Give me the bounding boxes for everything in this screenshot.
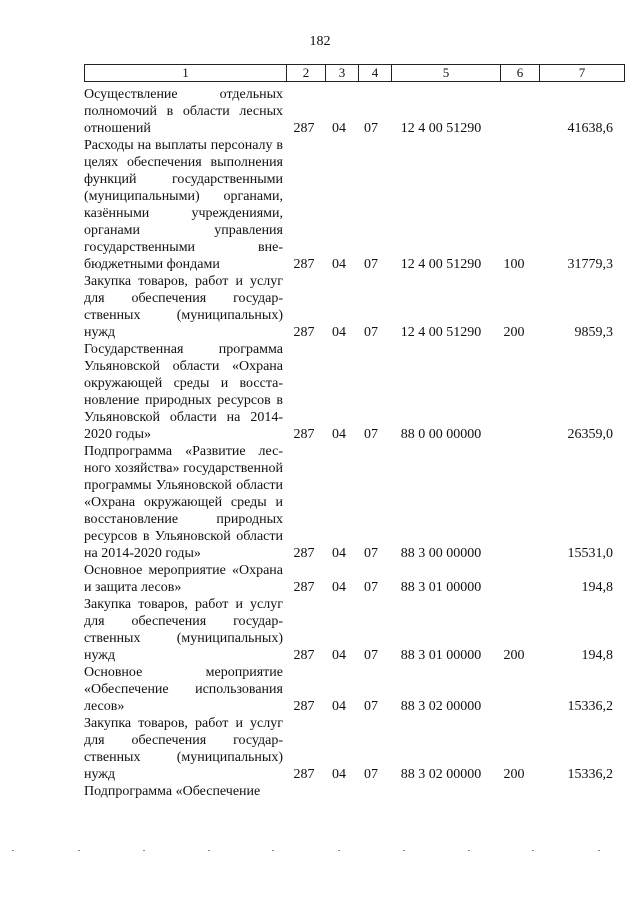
row-col-6: 200: [503, 767, 525, 782]
row-col-2: 287: [293, 121, 315, 136]
row-col-4: 07: [364, 767, 378, 782]
row-col-3: 04: [332, 325, 346, 340]
row-col-5: 88 3 02 00000: [400, 699, 482, 714]
row-col-3: 04: [332, 546, 346, 561]
row-col-4: 07: [364, 427, 378, 442]
column-header-6: 6: [501, 65, 540, 82]
row-col-2: 287: [293, 580, 315, 595]
scan-mark: [78, 850, 80, 851]
row-col-4: 07: [364, 546, 378, 561]
table-row: [84, 596, 624, 664]
row-col-7: 194,8: [581, 580, 613, 595]
column-header-4: 4: [359, 65, 392, 82]
row-col-4: 07: [364, 580, 378, 595]
table-row: [84, 137, 624, 273]
table-row: [84, 341, 624, 443]
row-col-6: 200: [503, 325, 525, 340]
row-name: Основное мероприятие «Обеспечение использования лесов»: [84, 665, 283, 714]
row-name: Закупка товаров, работ и услуг для обеспечения государственных (муниципальных) нужд: [84, 716, 283, 782]
table-row: [84, 273, 624, 341]
row-name: Закупка товаров, работ и услуг для обеспечения государственных (муниципальных) нужд: [84, 597, 283, 663]
scan-mark: [468, 850, 470, 851]
column-header-1: 1: [85, 65, 287, 82]
row-col-7: 15531,0: [567, 546, 613, 561]
row-col-3: 04: [332, 699, 346, 714]
row-col-4: 07: [364, 325, 378, 340]
column-header-table: [84, 64, 625, 82]
row-name: Государственная программа Ульяновской области «Охрана окружающей среды и восстановление природных ресурсов в Ульяновской области на 2014-2020 годы»: [84, 342, 283, 442]
row-col-5: 12 4 00 51290: [400, 121, 482, 136]
scan-mark: [598, 850, 600, 851]
row-col-7: 26359,0: [567, 427, 613, 442]
scan-mark: [12, 850, 14, 851]
row-col-4: 07: [364, 121, 378, 136]
column-header-3: 3: [326, 65, 359, 82]
row-name: Подпрограмма «Развитие лесного хозяйства» государственной программы Ульяновской области «Охрана окружающей среды и восстановление природных ресурсов в Ульяновской области на 2014-2020 годы»: [84, 444, 283, 561]
column-header-5: 5: [392, 65, 501, 82]
table-row: [84, 443, 624, 562]
row-col-2: 287: [293, 546, 315, 561]
row-col-7: 15336,2: [567, 699, 613, 714]
row-col-4: 07: [364, 648, 378, 663]
row-col-7: 194,8: [581, 648, 613, 663]
row-col-6: 100: [503, 257, 525, 272]
column-header-7: 7: [540, 65, 625, 82]
row-col-5: 88 3 01 00000: [400, 648, 482, 663]
row-col-6: 200: [503, 648, 525, 663]
row-col-2: 287: [293, 257, 315, 272]
row-col-5: 12 4 00 51290: [400, 257, 482, 272]
column-header-2: 2: [287, 65, 326, 82]
row-col-3: 04: [332, 767, 346, 782]
row-col-3: 04: [332, 121, 346, 136]
table-row: [84, 783, 624, 800]
row-col-2: 287: [293, 767, 315, 782]
row-col-3: 04: [332, 580, 346, 595]
row-col-7: 15336,2: [567, 767, 613, 782]
row-col-7: 31779,3: [567, 257, 613, 272]
scan-mark: [143, 850, 145, 851]
table-row: [84, 86, 624, 137]
scan-mark: [403, 850, 405, 851]
budget-table-body: [84, 86, 624, 800]
row-col-2: 287: [293, 325, 315, 340]
row-col-3: 04: [332, 648, 346, 663]
row-col-2: 287: [293, 648, 315, 663]
row-name: Основное мероприятие «Охрана и защита лесов»: [84, 563, 283, 595]
row-col-5: 12 4 00 51290: [400, 325, 482, 340]
row-col-5: 88 3 00 00000: [400, 546, 482, 561]
row-name: Закупка товаров, работ и услуг для обеспечения государственных (муниципальных) нужд: [84, 274, 283, 340]
row-name: Расходы на выплаты персоналу в целях обеспечения выполнения функций государственными (муниципальными) органами, казёнными учреждениями, органами управления государственными внебюджетными фондами: [84, 138, 283, 272]
row-col-5: 88 3 01 00000: [400, 580, 482, 595]
row-name: Осуществление отдельных полномочий в области лесных отношений: [84, 87, 283, 136]
row-col-3: 04: [332, 427, 346, 442]
row-col-5: 88 3 02 00000: [400, 767, 482, 782]
scan-mark: [532, 850, 534, 851]
row-col-2: 287: [293, 699, 315, 714]
table-row: [84, 562, 624, 596]
table-row: [84, 664, 624, 715]
scan-mark: [208, 850, 210, 851]
table-row: [84, 715, 624, 783]
row-name: Подпрограмма «Обеспечение: [84, 784, 261, 799]
row-col-4: 07: [364, 257, 378, 272]
row-col-3: 04: [332, 257, 346, 272]
column-header-row: [85, 65, 625, 82]
row-col-7: 41638,6: [567, 121, 613, 136]
row-col-4: 07: [364, 699, 378, 714]
row-col-5: 88 0 00 00000: [400, 427, 482, 442]
page-number: 182: [309, 34, 331, 49]
scan-mark: [272, 850, 274, 851]
row-col-2: 287: [293, 427, 315, 442]
scan-mark: [338, 850, 340, 851]
row-col-7: 9859,3: [574, 325, 613, 340]
scan-edge-marks: [0, 850, 640, 856]
